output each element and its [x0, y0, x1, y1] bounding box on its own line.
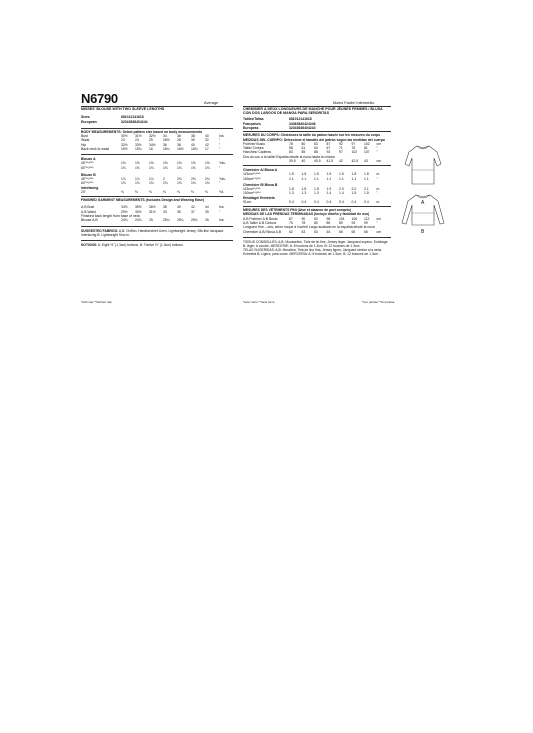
size-value: 1.8 [314, 187, 319, 192]
size-value: 40 [304, 126, 308, 130]
size-value: 33½ [135, 142, 142, 147]
size-value: 83 [289, 150, 293, 155]
size-value: 1⅜ [177, 181, 182, 186]
size-value: 35½ [135, 205, 142, 210]
unit: m [376, 187, 380, 192]
size-value: 36 [163, 142, 167, 147]
unit: m [376, 172, 380, 177]
size-value: 38 [177, 142, 181, 147]
telas-sugeridas: TELAS SUGERIDAS: A,B: Muselina, Tela de lino fina, Jersey ligero, Jacquard similar a la seda. Entretela B: Ligera, para coser. MERCERÍA: A: 8 botones de 1.3cm. B: 12 botones de 1.3cm. [243, 248, 383, 257]
size-value: ⅜ [177, 189, 180, 194]
finished-heading-fr: MESURES DES VÊTEMENTS FINI (Aisé et aisance de port compris) [243, 208, 351, 213]
unit: Yds. [219, 177, 226, 182]
size-value: 1⅝ [135, 161, 140, 166]
size-value: 40 [136, 119, 140, 124]
french-spanish-column [243, 107, 391, 257]
size-value: 34 [289, 121, 293, 126]
sizes-row: Sizes 681012141618 [81, 115, 144, 120]
size-value: 0.4 [364, 199, 369, 204]
size-value: 1⅝ [163, 161, 168, 166]
size-value: 99 [364, 220, 368, 225]
size-value: 1.5 [301, 172, 307, 177]
size-value: 1.1 [301, 176, 307, 181]
row-label: A,B Poitrine/ A,B Busto [243, 216, 278, 221]
size-value: 26½ [163, 138, 170, 143]
size-value: 83 [314, 141, 318, 146]
row-label: Back neck to waist [81, 146, 110, 151]
size-value: 36½ [149, 205, 156, 210]
size-value: 18 [307, 117, 312, 122]
suggested-fabrics: SUGGESTED FABRICS: A,B: Chiffon, Handkerchief Linen, Lightweight Jersey, Silk-like Jacquard. Interfacing B: Lightweight Sew-in. [81, 228, 225, 237]
measurement-row [81, 147, 233, 151]
unit: Ins. [219, 218, 225, 223]
size-value: 1⅜ [205, 181, 210, 186]
row-label: A,B Bust [81, 205, 95, 210]
size-value: 101 [339, 216, 345, 221]
english-column [81, 107, 233, 247]
size-value: 1.5 [326, 172, 332, 177]
size-value: 1.5 [351, 191, 357, 196]
size-value: ⅜ [149, 189, 152, 194]
size-value: 92 [326, 150, 331, 155]
unit: cm [376, 158, 382, 163]
size-value: 2 [163, 177, 165, 182]
unit: Yds. [219, 161, 226, 166]
unit: " [376, 150, 378, 155]
size-value: 96 [326, 216, 331, 221]
size-value: 0.4 [289, 199, 294, 204]
body-heading-es: MEDIDAS DEL CUERPO: Seleccione el tamaño del patrón según las medidas del cuerpo [243, 137, 386, 142]
size-value: 34 [292, 126, 297, 130]
unit: " [219, 146, 221, 151]
francaises-row: Françaises 34363840424446 [243, 121, 316, 126]
size-value: 31½ [135, 134, 142, 138]
row-label: Longueur fine – dos, selon nuque à l'ourlet/ Largo acabado en la espalda desde la nuca [243, 225, 375, 230]
size-value: 2⅛ [205, 177, 210, 182]
size-value: 66 [364, 229, 368, 234]
row-label: Finished back length from base of neck [81, 214, 140, 219]
row-label: Blouse A,B [81, 218, 98, 223]
size-value: 63 [314, 229, 318, 234]
size-value: 14 [132, 115, 137, 120]
size-value: 67 [326, 146, 331, 150]
size-value: 34½ [149, 142, 156, 147]
size-value: 0.4 [339, 199, 344, 204]
body-heading-fr: MESURES DU CORPS: Choisissez la taille du patron basée sur les mesures du corps [243, 133, 380, 138]
notions: NOTIONS: A: Eight ½" (1.3cm) buttons. B: Twelve ½" (1.3cm) buttons. [81, 243, 184, 248]
size-value: 1⅞ [149, 177, 154, 182]
size-value: 44 [205, 205, 209, 210]
size-value: 85 [301, 150, 306, 155]
size-value: 42 [191, 205, 195, 210]
row-label: 115cm**/*** [243, 187, 261, 192]
size-value: 92 [314, 216, 318, 221]
size-value: 40 [300, 121, 305, 126]
size-value: 1⅞ [135, 177, 140, 182]
size-value: 34 [163, 134, 167, 138]
chemisier-b-label: Chemisier B/ Blusa B [243, 182, 278, 187]
size-value: 8 [290, 117, 293, 122]
row-label: 51cm [243, 199, 252, 204]
unit: " [376, 176, 378, 181]
size-value: 25¼ [163, 218, 170, 223]
row-label: 150cm**/*** [243, 176, 261, 181]
difficulty-level-fr-es: Moins Facile/ Intermedio [333, 101, 375, 105]
size-value: 1.3 [301, 191, 307, 196]
size-value: 25¾ [191, 218, 198, 223]
size-value: 16 [149, 146, 153, 151]
unit: " [219, 165, 221, 170]
size-value: 89 [339, 220, 343, 225]
size-value: 1.9 [326, 187, 332, 192]
size-value: 80 [301, 141, 306, 146]
size-value: 1.4 [339, 191, 344, 196]
size-value: 78 [301, 220, 306, 225]
unit: " [376, 146, 378, 150]
size-value: 30½ [135, 209, 142, 214]
size-value: 40 [191, 142, 195, 147]
difficulty-level: Average [204, 101, 219, 105]
interfacing-label: Interfacing [81, 185, 99, 190]
size-value: 42 [304, 121, 308, 126]
size-value: 1.4 [326, 191, 332, 196]
size-value: 1.1 [326, 176, 332, 181]
size-value: 32½ [149, 134, 156, 138]
size-value: 30½ [121, 134, 128, 138]
size-value: 58 [289, 146, 293, 150]
finished-heading-es: MEDIDAS DE LAS PRENDAS TERMINADAS (Incluye diseño y facilidad de uso) [243, 212, 370, 217]
size-value: 1.1 [314, 176, 319, 181]
unit: " [219, 142, 221, 147]
size-value: 12 [296, 117, 301, 122]
size-value: 2⅛ [177, 177, 182, 182]
size-value: 42 [205, 142, 209, 147]
size-value: 1⅛ [191, 165, 196, 170]
entoilage-label: Entoilage/ Entretela [243, 195, 275, 200]
size-value: 43 [364, 158, 368, 163]
europeas-row: Europeas 32343638404244 [243, 126, 316, 130]
size-value: 1⅜ [163, 181, 168, 186]
unit: Ins. [219, 134, 225, 138]
size-value: ⅜ [121, 189, 124, 194]
size-value: 85 [326, 220, 331, 225]
row-label: Dos du cou à la taille/ Espalda desde la nuca hasta la cintura [243, 154, 335, 159]
size-value: 6 [289, 117, 291, 122]
row-label: Taille/ Cintura [243, 146, 264, 150]
size-value: 25¼ [177, 218, 184, 223]
footnote-es: *con pelusa **sin pelusa [362, 300, 395, 304]
size-value: 0.4 [314, 199, 319, 204]
size-value: 107 [364, 150, 370, 155]
size-value: ⅜ [135, 189, 138, 194]
row-label: A,B Taille/ A,B Cintura [243, 220, 277, 225]
finished-heading: FINISHED GARMENT MEASUREMENTS (Includes Design and Wearing Ease) [81, 198, 204, 203]
size-value: 2⅛ [191, 177, 196, 182]
size-value: 30 [191, 138, 195, 143]
size-value: 34½ [121, 205, 128, 210]
unit: " [219, 138, 221, 143]
size-value: 1⅝ [205, 161, 210, 166]
size-value: 0.4 [326, 199, 332, 204]
row-label: 45"**/*** [81, 161, 94, 166]
size-value: 36 [292, 121, 297, 126]
size-value: 88 [314, 150, 318, 155]
blouse-a-back-drawing [403, 142, 443, 194]
unit: " [219, 181, 221, 186]
size-value: 38 [300, 126, 305, 130]
size-value: 87 [326, 141, 331, 146]
size-value: 1.3 [314, 191, 319, 196]
row-label: 20" [81, 189, 86, 194]
size-value: 32 [289, 126, 293, 130]
unit: cm [376, 229, 382, 234]
size-value: 14 [300, 117, 305, 122]
unit: Yd. [219, 189, 225, 194]
size-value: 1.1 [289, 176, 294, 181]
size-value: 2.0 [339, 187, 344, 192]
size-value: 1⅜ [135, 181, 140, 186]
size-value: 1⅜ [191, 181, 196, 186]
measurement-row [243, 200, 391, 204]
size-value: 0.4 [301, 199, 307, 204]
measurement-row [243, 230, 391, 234]
size-value: 1⅜ [149, 181, 154, 186]
size-value: 33 [163, 209, 167, 214]
blouse-b-label: Blouse B [81, 172, 96, 177]
size-value: 32½ [121, 142, 128, 147]
size-value: 63 [301, 229, 306, 234]
size-value: 15¾ [135, 146, 142, 151]
figure-label-b: B [421, 229, 425, 235]
size-value: 64 [326, 229, 331, 234]
size-value: 16¼ [163, 146, 170, 151]
size-value: 1.1 [364, 176, 369, 181]
size-value: 40 [205, 134, 209, 138]
size-value: 71 [339, 146, 343, 150]
footnote-fr: *avec sens **sans sens [243, 300, 275, 304]
size-value: 18 [139, 115, 144, 120]
size-value: 1.3 [289, 191, 294, 196]
size-value: 16 [304, 117, 308, 122]
size-value: 12 [128, 115, 133, 120]
size-value: 1⅝ [149, 161, 154, 166]
row-label [243, 159, 289, 163]
row-label: A,B Waist [81, 209, 96, 214]
size-value: 1.1 [339, 176, 344, 181]
row-label: 60"**/*** [81, 165, 94, 170]
size-value: 10 [292, 117, 297, 122]
size-value: 41.5 [326, 158, 334, 163]
size-value: 39 [205, 209, 209, 214]
measurement-row [81, 190, 233, 194]
size-value: 17 [205, 146, 209, 151]
size-value: 15½ [121, 146, 128, 151]
size-value: 1⅛ [121, 165, 126, 170]
size-value: 42 [307, 126, 312, 130]
unit: cm [376, 141, 382, 146]
size-value: 42 [339, 158, 343, 163]
size-value: 29½ [121, 209, 128, 214]
size-value: 81 [364, 146, 368, 150]
unit: Ins. [219, 205, 225, 210]
size-value: 1⅞ [121, 177, 126, 182]
unit: cm [376, 216, 382, 221]
size-value: 28 [177, 138, 181, 143]
size-value: 1.5 [289, 172, 294, 177]
row-label: 115cm**/*** [243, 172, 261, 177]
size-value: 1.5 [314, 172, 319, 177]
size-value: 87 [289, 216, 293, 221]
size-value: 6 [121, 115, 123, 120]
size-value: 24¾ [135, 218, 142, 223]
size-value: 78 [289, 141, 293, 146]
size-value: 1⅝ [177, 161, 182, 166]
unit: " [376, 191, 378, 196]
size-value: 1⅛ [149, 165, 154, 170]
size-value: 1.8 [289, 187, 294, 192]
size-value: 1.8 [351, 172, 357, 177]
size-value: 34 [124, 119, 129, 124]
size-value: 36 [296, 126, 301, 130]
row-label: 150cm**/*** [243, 191, 261, 196]
row-label: Poitrine/ Busto [243, 141, 266, 146]
size-value: 80 [314, 220, 318, 225]
size-value: 31½ [149, 209, 156, 214]
size-value: 36 [177, 134, 181, 138]
size-value: 24¾ [121, 218, 128, 223]
size-value: 38 [191, 134, 195, 138]
size-value: 38 [296, 121, 301, 126]
blouse-a-label: Blouse A [81, 157, 96, 162]
size-value: 1⅛ [205, 165, 210, 170]
size-value: 16¾ [191, 146, 198, 151]
size-value: 1⅝ [191, 161, 196, 166]
pattern-title-fr-es: CHEMISIER À DEUX LONGUEURS DE MANCHE POUR JEUNES FEMMES / BLUSA CON DOS LARGOS DE MANGA PARA SEÑORITAS [243, 107, 383, 116]
size-value: 102 [351, 150, 358, 155]
size-value: 42.5 [351, 158, 359, 163]
size-value: 1⅝ [121, 161, 126, 166]
size-value: 10 [124, 115, 129, 120]
size-value: 8 [122, 115, 125, 120]
chemisier-a-label: Chemisier A/ Blusa A [243, 168, 278, 173]
size-value: 38 [132, 119, 137, 124]
size-value: 1.5 [339, 172, 344, 177]
european-row: European 32343638404244 [81, 119, 148, 124]
size-value: 16½ [177, 146, 184, 151]
measurement-row [81, 166, 233, 170]
size-value: 23 [121, 138, 125, 143]
row-label: 60"**/*** [81, 181, 94, 186]
row-label: 45"**/*** [81, 177, 94, 182]
size-value: 36 [128, 119, 133, 124]
row-label: Bust [81, 134, 88, 138]
size-value: ⅜ [191, 189, 194, 194]
size-value: 40.5 [314, 158, 321, 163]
size-value: 1⅜ [121, 181, 126, 186]
size-value: 2.0 [351, 187, 357, 192]
size-value: 106 [351, 216, 358, 221]
size-value: 16 [136, 115, 140, 120]
size-value: 0.4 [351, 199, 357, 204]
unit: " [219, 209, 221, 214]
size-value: 26 [205, 218, 209, 223]
size-value: 40 [177, 205, 181, 210]
row-label: Chemisier A,B/ Blusa A,B [243, 229, 282, 234]
figure-label-a: A [421, 200, 425, 206]
size-value: 44 [143, 119, 148, 124]
size-value: 76 [351, 146, 356, 150]
size-value: 39.5 [289, 158, 296, 163]
size-value: 64 [314, 146, 318, 150]
size-value: 102 [364, 141, 370, 146]
size-value: 1⅛ [163, 165, 168, 170]
unit: m [376, 199, 380, 204]
size-value: 1⅛ [135, 165, 140, 170]
size-value: 32 [205, 138, 209, 143]
size-value: 2.1 [364, 187, 369, 192]
measurement-row [81, 218, 233, 222]
size-value: 46 [311, 121, 316, 126]
pattern-code: N6790 [81, 91, 118, 106]
size-value: 42 [139, 119, 144, 124]
size-value: 75 [289, 220, 293, 225]
measurement-row [243, 159, 391, 163]
size-value: 1.5 [364, 191, 369, 196]
size-value: 61 [301, 146, 306, 150]
size-value: 37 [191, 209, 195, 214]
size-value: 1.8 [301, 187, 307, 192]
size-value: 1.8 [364, 172, 369, 177]
size-value: 44 [311, 126, 316, 130]
size-value: 38 [163, 205, 167, 210]
sizes-row-fr: Tailles/Tallas 681012141618 [243, 117, 312, 122]
size-value: 112 [364, 216, 370, 221]
pattern-title: MISSES' BLOUSE WITH TWO SLEEVE LENGTHS [81, 107, 165, 111]
row-label: Waist [81, 138, 90, 143]
size-value: 97 [339, 150, 343, 155]
size-value: 1⅛ [177, 165, 182, 170]
size-value: ⅜ [163, 189, 166, 194]
footnote-en: *with nap **without nap [81, 300, 112, 304]
measurement-row [81, 181, 233, 185]
size-value: 24 [135, 138, 139, 143]
row-label: Hanches/ Caderas [243, 150, 272, 155]
size-value: 92 [339, 141, 343, 146]
size-value: 62 [289, 229, 293, 234]
unit: " [376, 220, 378, 225]
size-value: 40 [301, 158, 306, 163]
measurement-row [243, 177, 391, 181]
tissus-conseilles: TISSUS CONSEILLÉS: A,B: Mousseline, Toile de lin fine, Jersey léger, Jacquard soyeux. Entoilage B: léger, à coudre. MERCERIE: A: 8 boutons de 1.3cm. B: 12 boutons de 1.3cm. [243, 239, 388, 249]
size-value: 97 [351, 141, 356, 146]
size-value: 25 [149, 218, 153, 223]
size-value: 25 [149, 138, 153, 143]
row-label: Hip [81, 142, 87, 147]
size-value: 94 [351, 220, 356, 225]
size-value: 32 [121, 119, 125, 124]
blouse-b-back-drawing [400, 193, 446, 227]
size-value: 1.1 [351, 176, 357, 181]
size-value: 90 [301, 216, 306, 221]
size-value: 44 [307, 121, 312, 126]
size-value: ⅜ [205, 189, 208, 194]
size-value: 35 [177, 209, 181, 214]
body-measurements-heading: BODY MEASUREMENTS: Select pattern size based on body measurements [81, 129, 203, 134]
size-value: 65 [339, 229, 343, 234]
size-value: 65 [351, 229, 356, 234]
